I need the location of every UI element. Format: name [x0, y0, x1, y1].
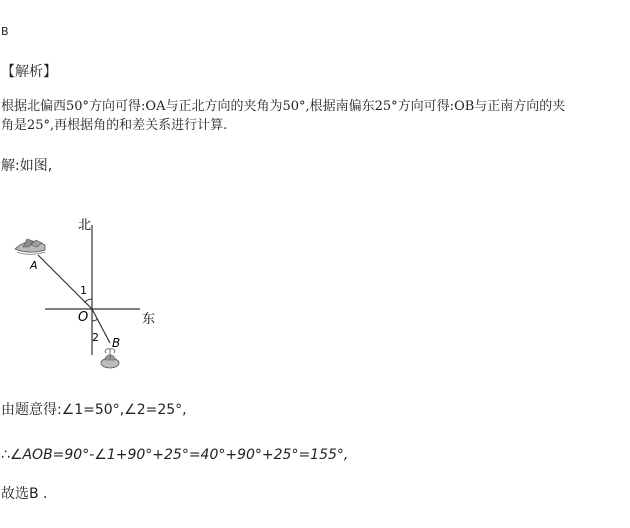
island-icon	[101, 348, 119, 368]
given-statement: 由题意得:∠1=50°,∠2=25°,	[1, 402, 187, 418]
answer-letter: B	[1, 25, 9, 38]
origin-label: O	[78, 310, 89, 325]
ship-icon	[15, 239, 45, 254]
analysis-heading: 【解析】	[1, 64, 57, 80]
angle-2-label: 2	[92, 331, 99, 344]
angle-1-arc	[85, 299, 92, 302]
conclusion-line: 故选B .	[1, 486, 48, 502]
therefore-symbol: ∴	[1, 447, 10, 463]
angle-2-arc	[92, 319, 98, 321]
calculation-line	[1, 447, 348, 463]
angle-1-label: 1	[80, 284, 87, 297]
point-a-label: A	[30, 259, 38, 272]
point-b-label: B	[112, 336, 121, 350]
calculation-expression: ∠AOB=90°-∠1+90°+25°=40°+90°+25°=155°,	[9, 447, 349, 463]
ray-oa	[38, 255, 92, 309]
analysis-text-line-1: 根据北偏西50°方向可得:OA与正北方向的夹角为50°,根据南偏东25°方向可得:OB与正南方向的夹	[1, 99, 566, 114]
analysis-text-line-2: 角是25°,再根据角的和差关系进行计算.	[1, 118, 228, 133]
east-label: 东	[142, 312, 156, 327]
direction-diagram	[0, 205, 180, 385]
solution-intro: 解:如图,	[1, 158, 53, 174]
north-label: 北	[78, 218, 92, 233]
